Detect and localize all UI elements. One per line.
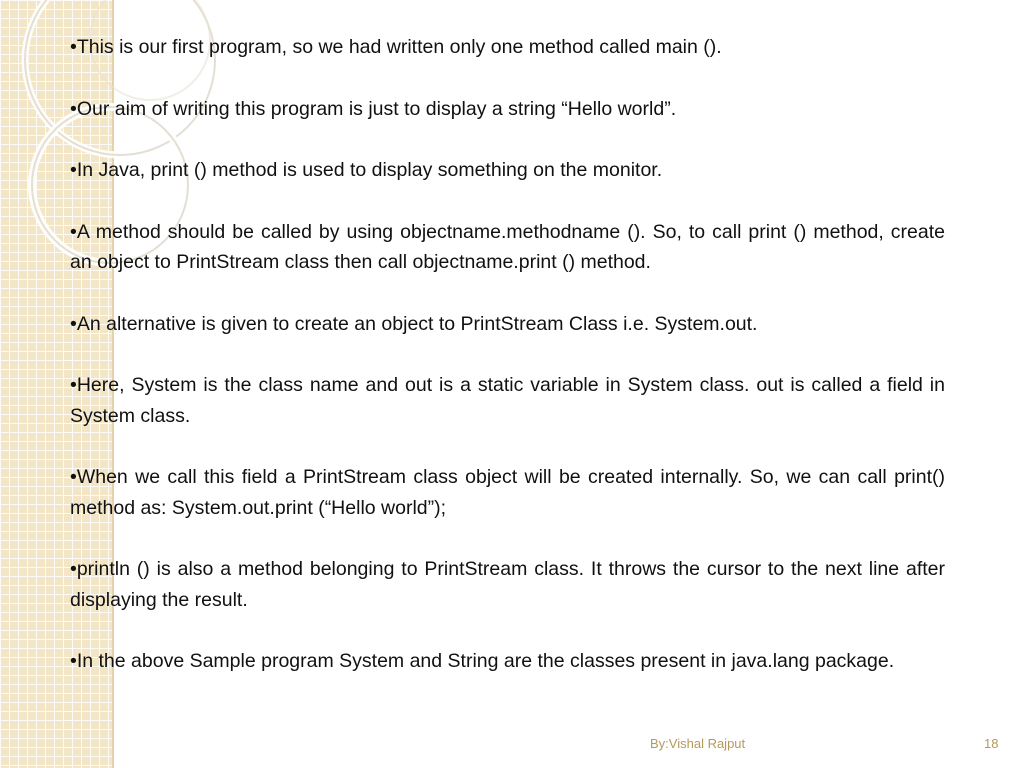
footer-author: By:Vishal Rajput [650, 736, 746, 751]
slide-body [70, 32, 945, 708]
bullet-9: •In the above Sample program System and String are the classes present in java.lang package. [70, 650, 895, 672]
bullet-3: •In Java, print () method is used to display something on the monitor. [70, 159, 663, 181]
bullet-5: •An alternative is given to create an object to PrintStream Class i.e. System.out. [70, 312, 758, 335]
bullet-1: •This is our first program, so we had written only one method called main (). [70, 36, 722, 58]
bullet-8: •println () is also a method belonging to PrintStream class. It throws the cursor to the next line after displaying the result. [70, 558, 945, 611]
page-number: 18 [984, 736, 999, 751]
bullet-4: •A method should be called by using objectname.methodname (). So, to call print () method, create an object to PrintStream class then call objectname.print () method. [70, 220, 945, 273]
bullet-7: •When we call this field a PrintStream class object will be created internally. So, we can call print() method as: System.out.print (“Hello world”); [70, 466, 945, 519]
bullet-6: •Here, System is the class name and out is a static variable in System class. out is called a field in System class. [70, 374, 945, 427]
bullet-2: •Our aim of writing this program is just to display a string “Hello world”. [70, 97, 677, 120]
